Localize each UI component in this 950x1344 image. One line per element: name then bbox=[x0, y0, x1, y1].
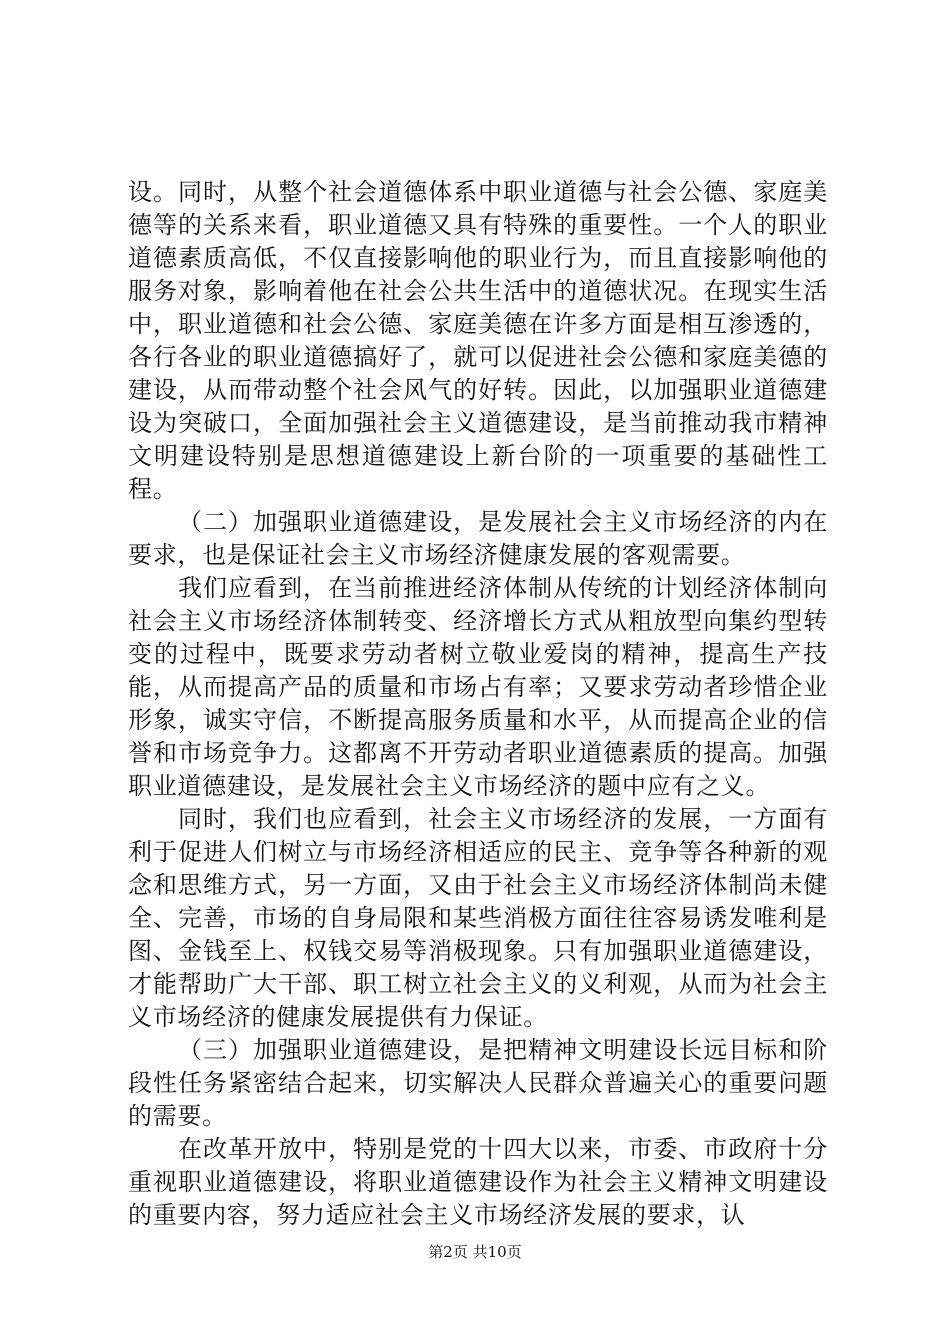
page-number-footer: 第2页 共10页 bbox=[428, 1243, 522, 1261]
paragraph-body: 在改革开放中，特别是党的十四大以来，市委、市政府十分重视职业道德建设，将职业道德建设作为社会主义精神文明建设的重要内容，努力适应社会主义市场经济发展的要求，认 bbox=[128, 1135, 828, 1229]
paragraph-body: 同时，我们也应看到，社会主义市场经济的发展，一方面有利于促进人们树立与市场经济相适应的民主、竞争等各种新的观念和思维方式，另一方面，又由于社会主义市场经济体制尚未健全、完善，市场的自身局限和某些消极方面往往容易诱发唯利是图、金钱至上、权钱交易等消极现象。只有加强职业道德建设，才能帮助广大干部、职工树立社会主义的义利观，从而为社会主义市场经济的健康发展提供有力保证。 bbox=[128, 805, 828, 1031]
paragraph-body: 我们应看到，在当前推进经济体制从传统的计划经济体制向社会主义市场经济体制转变、经济增长方式从粗放型向集约型转变的过程中，既要求劳动者树立敬业爱岗的精神，提高生产技能，从而提高产品的质量和市场占有率；又要求劳动者珍惜企业形象，诚实守信，不断提高服务质量和水平，从而提高企业的信誉和市场竞争力。这都离不开劳动者职业道德素质的提高。加强职业道德建设，是发展社会主义市场经济的题中应有之义。 bbox=[128, 574, 828, 800]
document-body bbox=[128, 176, 828, 1232]
paragraph-continuation: 设。同时，从整个社会道德体系中职业道德与社会公德、家庭美德等的关系来看，职业道德又具有特殊的重要性。一个人的职业道德素质高低，不仅直接影响他的职业行为，而且直接影响他的服务对象，影响着他在社会公共生活中的道德状况。在现实生活中，职业道德和社会公德、家庭美德在许多方面是相互渗透的，各行各业的职业道德搞好了，就可以促进社会公德和家庭美德的建设，从而带动整个社会风气的好转。因此，以加强职业道德建设为突破口，全面加强社会主义道德建设，是当前推动我市精神文明建设特别是思想道德建设上新台阶的一项重要的基础性工程。 bbox=[128, 178, 828, 503]
paragraph-section-two-heading: （二）加强职业道德建设，是发展社会主义市场经济的内在要求，也是保证社会主义市场经济健康发展的客观需要。 bbox=[128, 508, 828, 569]
paragraph-section-three-heading: （三）加强职业道德建设，是把精神文明建设长远目标和阶段性任务紧密结合起来，切实解决人民群众普遍关心的重要问题的需要。 bbox=[128, 1036, 828, 1130]
